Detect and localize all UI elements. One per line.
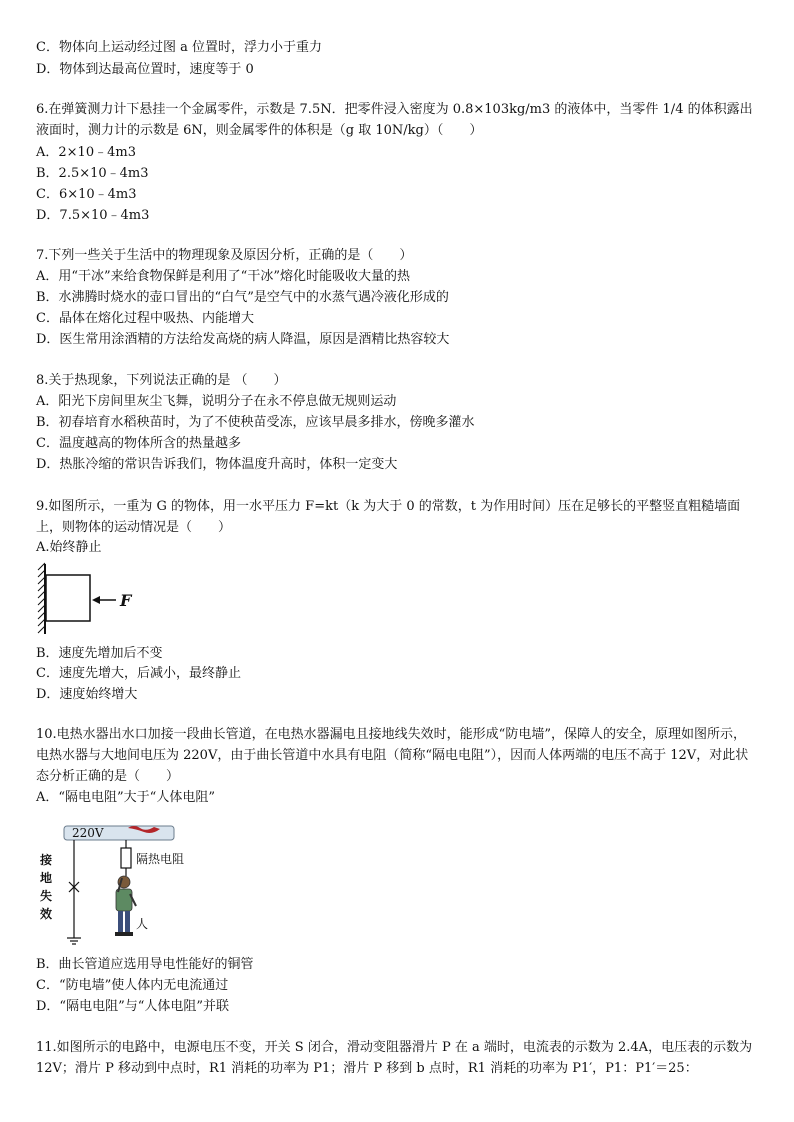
q10-option-c: C．“防电墙”使人体内无电流通过 <box>36 978 229 993</box>
block-object <box>46 575 90 621</box>
ground-symbol-icon <box>67 938 81 944</box>
ground-label-2: 地 <box>40 871 53 885</box>
q6-stem: 6.在弹簧测力计下悬挂一个金属零件，示数是 7.5N．把零件浸入密度为 0.8×103kg/m3 的液体中，当零件 1/4 的体积露出液面时，测力计的示数是 6N，则金属零件的体积是（g 取 10N/kg）（ ） <box>36 102 753 138</box>
q9-stem: 9.如图所示，一重为 G 的物体，用一水平压力 F=kt（k 为大于 0 的常数，t 为作用时间）压在足够长的平整竖直粗糙墙面上，则物体的运动情况是（ ） <box>36 499 741 535</box>
q9-option-c: C．速度先增大，后减小，最终静止 <box>36 666 241 681</box>
q10-figure-anti-shock-wall <box>36 820 206 952</box>
q7-option-a: A．用“干冰”来给食物保鲜是利用了“干冰”熔化时能吸收大量的热 <box>36 269 410 284</box>
q8-option-c: C．温度越高的物体所含的热量越多 <box>36 436 241 451</box>
person-figure <box>115 876 136 936</box>
q11-stem: 11.如图所示的电路中，电源电压不变，开关 S 闭合，滑动变阻器滑片 P 在 a 端时，电流表的示数为 2.4A，电压表的示数为 12V；滑片 P 移动到中点时，R1 消耗的功率为 P1；滑片 P 移到 b 点时，R1 消耗的功率为 P1′，P1：P1′＝25： <box>36 1040 753 1076</box>
q6-option-d: D．7.5×10﹣4m3 <box>36 208 150 223</box>
q8-option-d: D．热胀冷缩的常识告诉我们，物体温度升高时，体积一定变大 <box>36 457 398 472</box>
q8-option-a: A．阳光下房间里灰尘飞舞，说明分子在永不停息做无规则运动 <box>36 394 397 409</box>
q10-stem: 10.电热水器出水口加接一段曲长管道，在电热水器漏电且接地线失效时，能形成“防电墙”，保障人的安全，原理如图所示，电热水器与大地间电压为 220V，由于曲长管道中水具有电阻（简称“隔电电阻”），因而人体两端的电压不高于 12V，对此状态分析正确的是（ ） <box>36 727 749 784</box>
voltage-label: 220V <box>72 826 104 840</box>
q7-stem: 7.下列一些关于生活中的物理现象及原因分析，正确的是（ ） <box>36 248 413 263</box>
q6-option-a: A．2×10﹣4m3 <box>36 145 136 160</box>
q9-option-b: B．速度先增加后不变 <box>36 646 163 661</box>
resistor <box>121 848 131 868</box>
q9-option-a: A.始终静止 <box>36 540 102 555</box>
q10-option-d: D．“隔电电阻”与“人体电阻”并联 <box>36 999 230 1014</box>
ground-label-3: 失 <box>40 889 53 903</box>
q7-option-d: D．医生常用涂酒精的方法给发高烧的病人降温，原因是酒精比热容较大 <box>36 332 450 347</box>
q6-option-c: C．6×10﹣4m3 <box>36 187 137 202</box>
q8-option-b: B．初春培育水稻秧苗时，为了不使秧苗受冻，应该早晨多排水，傍晚多灌水 <box>36 415 475 430</box>
q8-stem: 8.关于热现象，下列说法正确的是 （ ） <box>36 373 287 388</box>
q7-option-b: B．水沸腾时烧水的壶口冒出的“白气”是空气中的水蒸气遇冷液化形成的 <box>36 290 449 305</box>
q10-option-b: B．曲长管道应选用导电性能好的铜管 <box>36 957 254 972</box>
ground-label-4: 效 <box>40 907 53 921</box>
force-arrow-head-icon <box>92 596 100 604</box>
person-label: 人 <box>136 917 149 931</box>
q10-option-a: A．“隔电电阻”大于“人体电阻” <box>36 790 215 805</box>
q9-figure-wall-block <box>36 560 146 638</box>
ground-label-1: 接 <box>40 853 53 867</box>
hatched-wall <box>38 563 45 634</box>
q9-option-d: D．速度始终增大 <box>36 687 138 702</box>
q6-option-b: B．2.5×10﹣4m3 <box>36 166 149 181</box>
q5-option-c: C．物体向上运动经过图 a 位置时，浮力小于重力 <box>36 40 322 55</box>
q5-option-d: D．物体到达最高位置时，速度等于 0 <box>36 62 254 77</box>
q7-option-c: C．晶体在熔化过程中吸热、内能增大 <box>36 311 254 326</box>
resistor-label: 隔热电阻 <box>136 852 185 866</box>
force-label: F <box>120 591 132 610</box>
